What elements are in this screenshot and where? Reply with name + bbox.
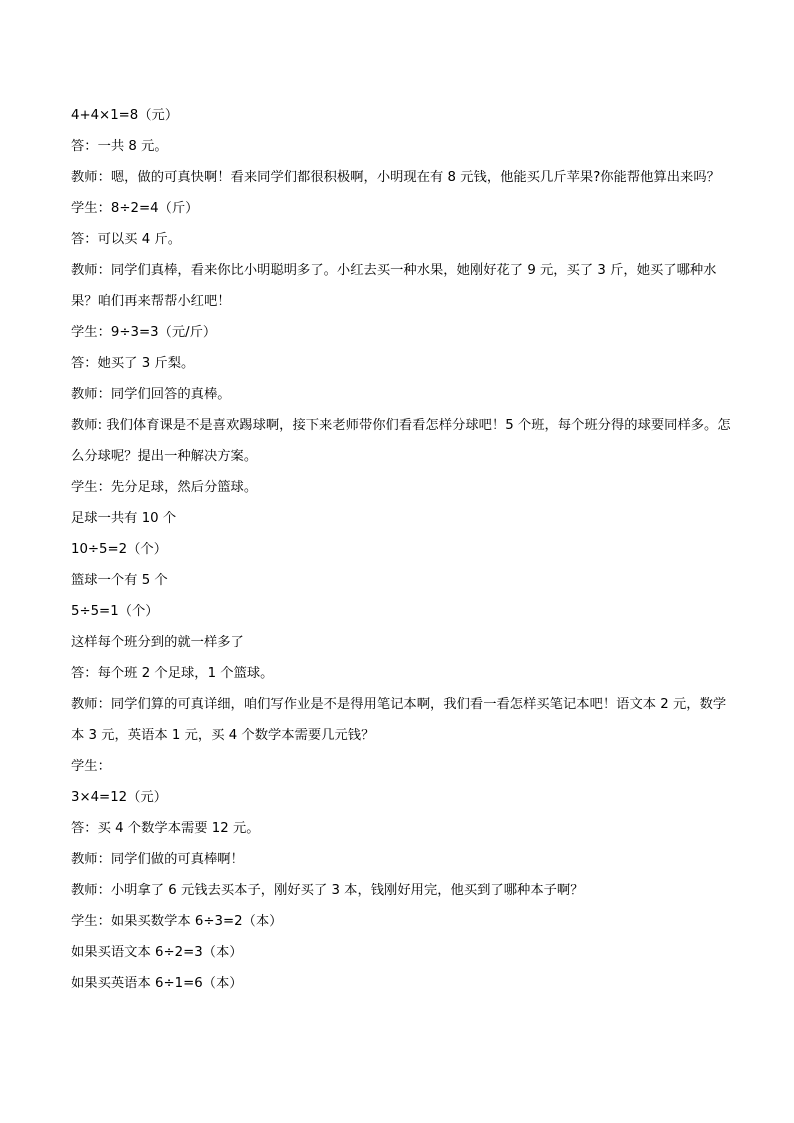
equation-line: 10÷5=2（个） [71,542,168,557]
document-body [71,100,731,999]
equation-line: 5÷5=1（个） [71,604,159,619]
text-line: 篮球一个有 5 个 [71,573,168,588]
teacher-line: 教师：同学们回答的真棒。 [71,387,231,402]
student-line: 学生： [71,759,111,774]
text-line: 这样每个班分到的就一样多了 [71,635,244,650]
teacher-paragraph: 教师：同学们真棒，看来你比小明聪明多了。小红去买一种水果，她刚好花了 9 元，买了 3 斤，她买了哪种水果？咱们再来帮帮小红吧！ [71,263,717,309]
equation-line: 4+4×1=8（元） [71,108,179,123]
answer-line: 答：每个班 2 个足球，1 个篮球。 [71,666,274,681]
text-line: 如果买英语本 6÷1=6（本） [71,976,243,991]
teacher-paragraph: 教师：同学们算的可真详细，咱们写作业是不是得用笔记本啊，我们看一看怎样买笔记本吧！语文本 2 元，数学本 3 元，英语本 1 元，买 4 个数学本需要几元钱？ [71,697,727,743]
student-line: 学生：8÷2=4（斤） [71,201,199,216]
student-line: 学生：9÷3=3（元/斤） [71,325,217,340]
answer-line: 答：可以买 4 斤。 [71,232,181,247]
answer-line: 答：一共 8 元。 [71,139,168,154]
text-line: 如果买语文本 6÷2=3（本） [71,945,243,960]
teacher-paragraph: 教师：小明拿了 6 元钱去买本子，刚好买了 3 本，钱刚好用完，他买到了哪种本子啊？ [71,883,584,898]
answer-line: 答：买 4 个数学本需要 12 元。 [71,821,260,836]
teacher-paragraph: 教师：嗯，做的可真快啊！看来同学们都很积极啊，小明现在有 8 元钱，他能买几斤苹果?你能帮他算出来吗？ [71,170,720,185]
student-line: 学生：如果买数学本 6÷3=2（本） [71,914,283,929]
teacher-line: 教师：同学们做的可真棒啊！ [71,852,244,867]
student-line: 学生：先分足球，然后分篮球。 [71,480,258,495]
text-line: 足球一共有 10 个 [71,511,177,526]
answer-line: 答：她买了 3 斤梨。 [71,356,195,371]
teacher-paragraph: 教师: 我们体育课是不是喜欢踢球啊，接下来老师带你们看看怎样分球吧！5 个班，每个班分得的球要同样多。怎么分球呢？提出一种解决方案。 [71,418,731,464]
equation-line: 3×4=12（元） [71,790,168,805]
